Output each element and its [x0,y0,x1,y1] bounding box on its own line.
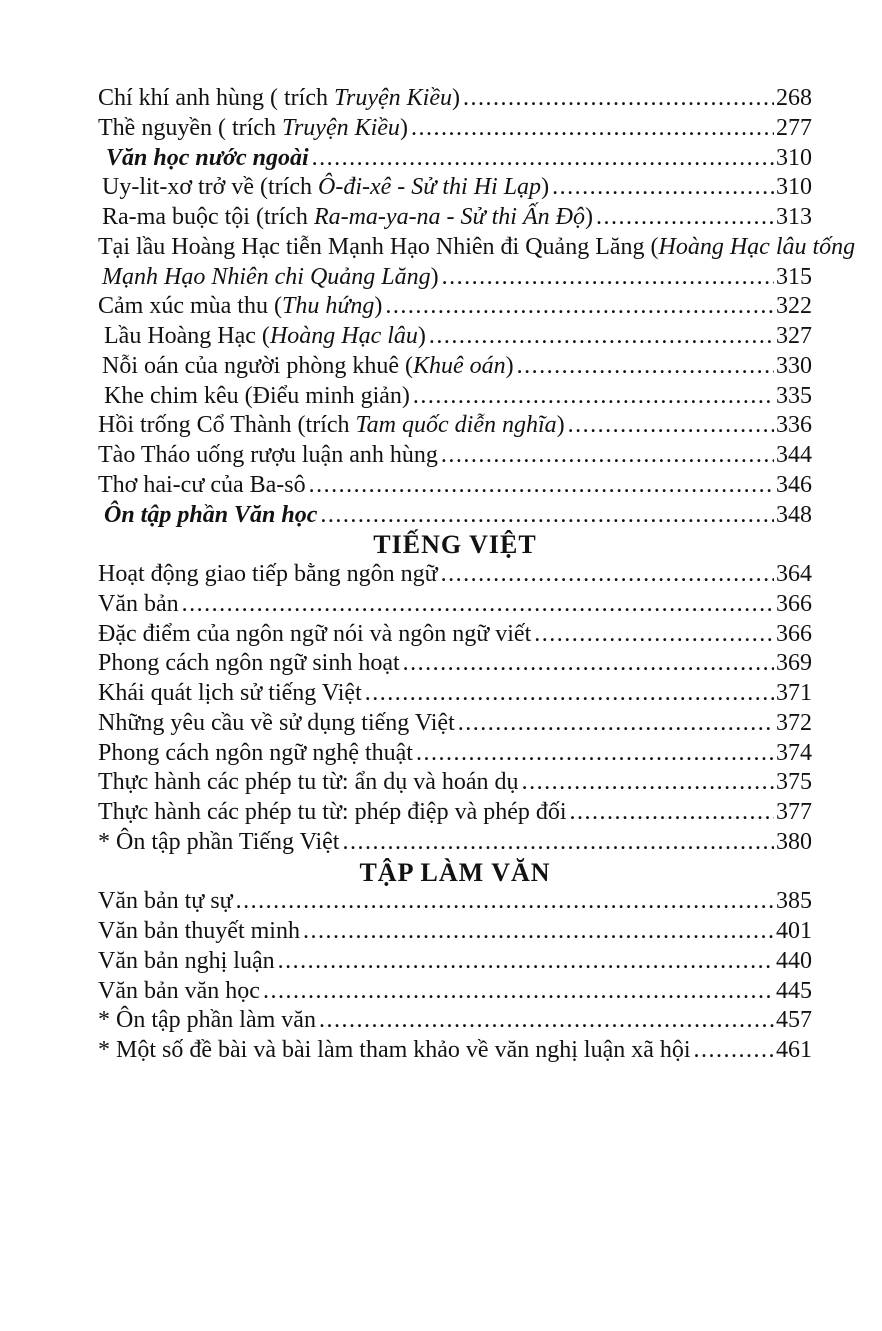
title-segment: Văn bản văn học [98,977,260,1004]
page-number: 348 [776,501,812,528]
page-number: 440 [776,947,812,974]
title-segment: Khe chim kêu (Điểu minh giản) [104,382,410,409]
toc-entry-title [98,84,460,114]
page-number: 401 [776,918,812,944]
toc-entry-title [102,173,549,203]
toc-entry-title [98,739,413,769]
toc-entry [98,620,812,650]
dot-leader [568,411,774,441]
dot-leader [441,441,774,471]
page-number: 315 [776,263,812,290]
title-segment: Uy-lit-xơ trở về (trích [102,174,318,201]
page-number: 277 [776,114,812,141]
title-segment: Văn bản [98,590,179,617]
page-number: 310 [776,144,812,171]
dot-leader [303,917,774,947]
title-segment: ) [541,174,550,201]
dot-leader [411,114,774,144]
title-segment: ) [374,293,383,320]
dot-leader [441,560,774,590]
toc-entry [98,352,812,382]
toc-entry [98,977,812,1007]
toc-entry [98,263,812,293]
title-segment: ) [399,114,408,141]
title-segment: Thực hành các phép tu từ: phép điệp và phép đối [98,799,567,825]
dot-leader [385,292,774,322]
title-segment: Hoàng Hạc lâu [269,323,418,349]
page-number: 344 [776,442,812,468]
toc-entry-title [98,649,400,679]
toc-entry-title [98,292,382,322]
toc-entry-title [98,679,362,709]
title-segment: Nỗi oán của người phòng khuê ( [102,352,413,379]
title-segment: Phong cách ngôn ngữ nghệ thuật [98,739,413,766]
title-segment: Tam quốc diễn nghĩa [355,412,557,439]
dot-leader [694,1036,774,1066]
toc-entry [98,679,812,709]
toc-entry-title [98,887,233,917]
toc-entry [98,798,812,828]
title-segment: Khái quát lịch sử tiếng Việt [98,680,362,706]
toc-entry-title [98,798,567,828]
toc-entry [98,471,812,501]
toc-entry [98,411,812,441]
page-number: 369 [776,650,812,677]
section-heading-text: TẬP LÀM VĂN [359,857,551,887]
toc-entry [98,322,812,352]
title-segment: Ra-ma-ya-na - Sử thi Ấn Độ [313,204,585,230]
title-segment: Khuê oán [412,352,506,379]
title-segment: Mạnh Hạo Nhiên chi Quảng Lăng [102,263,431,290]
toc-entry-title [98,917,300,947]
toc-entry-title [104,322,426,352]
title-segment: Thơ hai-cư của Ba-sô [98,471,306,498]
page-number: 322 [776,293,812,320]
toc-entry [98,1036,812,1066]
title-segment: Tào Tháo uống rượu luận anh hùng [98,442,438,468]
title-segment: Tại lầu Hoàng Hạc tiễn Mạnh Hạo Nhiên đi Quảng Lăng ( [98,233,659,260]
title-segment: ) [430,263,439,290]
page-number: 445 [776,977,812,1004]
dot-leader [263,977,774,1007]
dot-leader [552,173,774,203]
page-number: 385 [776,888,812,915]
toc-entry [98,84,812,114]
page-number: 310 [776,174,812,201]
toc-entry-title [98,590,179,620]
toc-entry [98,828,812,858]
dot-leader [320,501,774,531]
page-number: 457 [776,1007,812,1034]
toc-entry-title [98,411,565,441]
dot-leader [534,620,774,650]
page-number: 461 [776,1037,812,1063]
title-segment: Hoàng Hạc lâu tống [658,233,856,260]
toc-entry [98,441,812,471]
dot-leader [570,798,774,828]
dot-leader [522,768,774,798]
page-number: 372 [776,709,812,736]
title-segment: Truyện Kiều [281,114,400,141]
toc-entry [98,649,812,679]
toc-entry-title [98,977,260,1007]
title-segment: Văn bản tự sự [98,888,233,915]
dot-leader [278,947,774,977]
title-segment: Lầu Hoàng Hạc ( [104,323,270,349]
toc-entry [98,501,812,531]
toc-entry-title [98,441,438,471]
page-number: 330 [776,352,812,379]
page-number: 375 [776,769,812,796]
dot-leader [442,263,774,293]
toc-entry [98,382,812,412]
page-number: 364 [776,561,812,587]
page-number: 268 [776,85,812,111]
dot-leader [319,1006,774,1036]
title-segment: Thực hành các phép tu từ: ẩn dụ và hoán dụ [98,769,519,796]
dot-leader [416,739,774,769]
toc-entry-title [102,263,439,293]
toc-entry [98,292,812,322]
toc-entry [98,203,812,233]
toc-entry-title [98,560,438,590]
page-number: 327 [776,323,812,349]
title-segment: Văn học nước ngoài [106,144,309,171]
title-segment: Hoạt động giao tiếp bằng ngôn ngữ [98,561,438,587]
title-segment: ) [556,412,565,439]
section-heading-text: TIẾNG VIỆT [373,530,537,560]
toc-entry-title [104,382,410,412]
dot-leader [309,471,774,501]
toc-entry-title [98,709,455,739]
title-segment: Những yêu cầu về sử dụng tiếng Việt [98,709,455,736]
title-segment: ) [505,352,514,379]
title-segment: * Ôn tập phần Tiếng Việt [98,828,340,855]
title-segment: ) [584,204,593,230]
dot-leader [236,887,774,917]
dot-leader [365,679,774,709]
toc-entry-title [98,471,306,501]
page-number: 366 [776,590,812,617]
toc-entry-title [102,352,514,382]
toc-entry-continuation [98,233,856,263]
dot-leader [413,382,774,412]
toc-entry [98,560,812,590]
dot-leader [182,590,774,620]
page-number: 366 [776,620,812,647]
title-segment: Ra-ma buộc tội (trích [102,204,314,230]
title-segment: Văn bản nghị luận [98,947,275,974]
toc-entry [98,739,812,769]
toc-entry [98,917,812,947]
title-segment: Hồi trống Cổ Thành (trích [98,412,356,439]
dot-leader [403,649,774,679]
toc-entry [98,947,812,977]
title-segment: ) [417,323,426,349]
dot-leader [429,322,774,352]
toc-entry [98,709,812,739]
toc-entry [98,768,812,798]
toc-entry [98,590,812,620]
title-segment: * Ôn tập phần làm văn [98,1007,316,1034]
toc-entry-title [98,768,519,798]
toc-entry [98,173,812,203]
title-segment: Truyện Kiều [333,85,452,111]
page-number: 377 [776,799,812,825]
page-number: 335 [776,382,812,409]
toc-entry-title [98,114,408,144]
title-segment: Thề nguyền ( trích [98,114,282,141]
toc-entry [98,1006,812,1036]
toc-entry-title [98,1036,691,1066]
page-number: 380 [776,828,812,855]
title-segment: Chí khí anh hùng ( trích [98,85,334,111]
dot-leader [458,709,774,739]
title-segment: ) [451,85,460,111]
title-segment: Phong cách ngôn ngữ sinh hoạt [98,650,400,677]
dot-leader [596,203,774,233]
title-segment: Cảm xúc mùa thu ( [98,293,282,320]
toc-entry-title [98,947,275,977]
section-heading [98,858,812,888]
toc-entry [98,144,812,174]
toc-entry-title [102,203,593,233]
dot-leader [517,352,774,382]
title-segment: * Một số đề bài và bài làm tham khảo về văn nghị luận xã hội [98,1037,691,1063]
dot-leader [342,828,774,858]
toc-entry [98,887,812,917]
title-segment: Ô-đi-xê - Sử thi Hi Lạp [318,174,542,201]
title-segment: Ôn tập phần Văn học [104,501,318,528]
page-number: 371 [776,680,812,706]
title-segment: Văn bản thuyết minh [98,918,300,944]
toc-entry-title [98,1006,316,1036]
page-number: 374 [776,739,812,766]
toc-entry-title [106,144,309,174]
page-number: 313 [776,204,812,230]
toc-entry-title [98,233,855,263]
page-number: 346 [776,471,812,498]
toc-entry [98,114,812,144]
dot-leader [312,144,774,174]
page-number: 336 [776,412,812,439]
toc-entry-title [98,620,531,650]
dot-leader [463,84,774,114]
title-segment: Đặc điểm của ngôn ngữ nói và ngôn ngữ viết [98,620,532,647]
title-segment: Thu hứng [281,293,375,320]
toc-entry-title [98,828,339,858]
toc-entry-title [104,501,317,531]
section-heading [98,530,812,560]
